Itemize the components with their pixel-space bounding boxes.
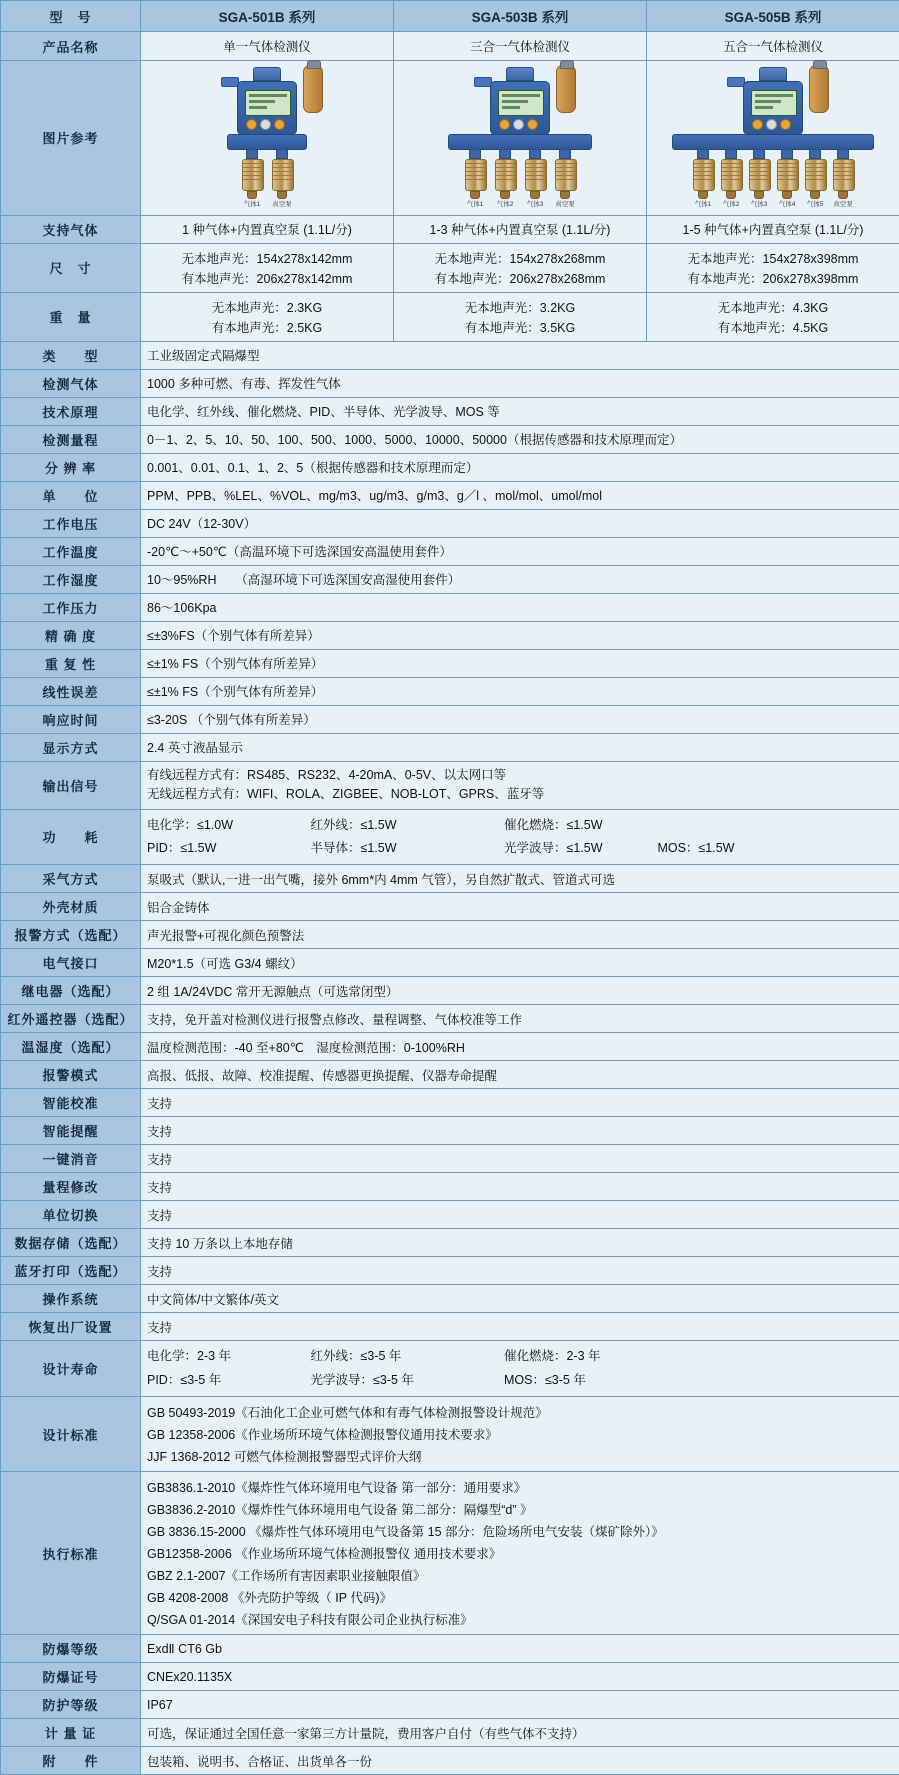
row-value-one-key-mute: 支持: [141, 1145, 899, 1173]
power-mos: MOS：≤1.5W: [657, 841, 734, 855]
knob-icon: [527, 119, 538, 130]
pump-unit: [465, 149, 485, 199]
size-3: [647, 243, 899, 292]
pump-unit: [693, 149, 713, 199]
table-row-resolution: [1, 453, 899, 481]
size-no-alarm: 无本地声光：154x278x398mm: [653, 248, 893, 268]
standard-item: GB 12358-2006《作业场所环境气体检测报警仪通用技术要求》: [147, 1423, 893, 1445]
pump-label: 气体2: [495, 201, 515, 209]
row-value-unit: PPM、PPB、%LEL、%VOL、mg/m3、ug/m3、g/m3、g／l 、mol/mol、umol/mol: [141, 481, 899, 509]
table-row-range: [1, 425, 899, 453]
weight-with-alarm: 有本地声光：4.5KG: [653, 317, 893, 337]
table-row-housing: [1, 893, 899, 921]
row-label-housing: 外壳材质: [1, 893, 141, 921]
pump-unit: [749, 149, 769, 199]
power-catalytic: 催化燃烧：≤1.5W: [504, 818, 603, 832]
row-label-bluetooth-print: 蓝牙打印（选配）: [1, 1257, 141, 1285]
table-row-size: [1, 243, 899, 292]
table-row-work-temp: [1, 537, 899, 565]
device-drawing-2: [396, 67, 644, 209]
table-row-data-storage: [1, 1229, 899, 1257]
manifold: [227, 134, 307, 150]
row-value-design-standard: [141, 1397, 899, 1472]
row-value-relay: 2 组 1A/24VDC 常开无源触点（可选常闭型）: [141, 977, 899, 1005]
row-label-output-signal: 输出信号: [1, 761, 141, 809]
table-row-bluetooth-print: [1, 1257, 899, 1285]
row-value-unit-switch: 支持: [141, 1201, 899, 1229]
row-value-work-temp: -20℃～+50℃（高温环境下可选深国安高温使用套件）: [141, 537, 899, 565]
size-2: [394, 243, 647, 292]
power-line-1: [147, 814, 893, 837]
pump-label: 气体1: [693, 201, 713, 209]
table-row-os: [1, 1285, 899, 1313]
weight-no-alarm: 无本地声光：3.2KG: [400, 297, 640, 317]
table-row-ex-rating: [1, 1635, 899, 1663]
table-row-smart-reminder: [1, 1117, 899, 1145]
row-label-design-life: 设计寿命: [1, 1341, 141, 1397]
row-label-display: 显示方式: [1, 733, 141, 761]
table-row-type: [1, 341, 899, 369]
table-row-design-standard: [1, 1397, 899, 1472]
product-name-2: 三合一气体检测仪: [394, 32, 647, 61]
row-label-resolution: 分 辨 率: [1, 453, 141, 481]
table-row-support-gas: [1, 215, 899, 243]
pump-label: 真空泵: [555, 201, 575, 209]
table-row-work-humidity: [1, 565, 899, 593]
row-label-accessories: 附 件: [1, 1747, 141, 1775]
device-drawing-1: [143, 67, 391, 209]
pump-unit: [721, 149, 741, 199]
knob-icon: [513, 119, 524, 130]
device-image-2: [394, 61, 647, 216]
weight-3: [647, 292, 899, 341]
row-value-smart-reminder: 支持: [141, 1117, 899, 1145]
pump-label: 气体1: [465, 201, 485, 209]
table-row-smart-calibration: [1, 1089, 899, 1117]
row-label-power: 功 耗: [1, 809, 141, 865]
weight-with-alarm: 有本地声光：3.5KG: [400, 317, 640, 337]
table-row-sampling: [1, 865, 899, 893]
table-row-one-key-mute: [1, 1145, 899, 1173]
support-gas-2: 1-3 种气体+内置真空泵 (1.1L/分): [394, 215, 647, 243]
table-row-exec-standard: [1, 1472, 899, 1635]
row-label-work-humidity: 工作湿度: [1, 565, 141, 593]
table-row-image: [1, 61, 899, 216]
row-label-one-key-mute: 一键消音: [1, 1145, 141, 1173]
row-value-detect-gas: 1000 多种可燃、有毒、挥发性气体: [141, 369, 899, 397]
size-with-alarm: 有本地声光：206x278x398mm: [653, 268, 893, 288]
row-value-temp-humidity: 温度检测范围：-40 至+80℃ 湿度检测范围：0-100%RH: [141, 1033, 899, 1061]
product-name-1: 单一气体检测仪: [141, 32, 394, 61]
pump-label: 真空泵: [833, 201, 853, 209]
row-value-accessories: 包装箱、说明书、合格证、出货单各一份: [141, 1747, 899, 1775]
row-value-os: 中文简体/中文繁体/英文: [141, 1285, 899, 1313]
row-label-voltage: 工作电压: [1, 509, 141, 537]
power-electrochem: 电化学：≤1.0W: [147, 816, 307, 835]
row-value-metering-cert: 可选，保证通过全国任意一家第三方计量院，费用客户自付（有些气体不支持）: [141, 1719, 899, 1747]
pump-unit: [272, 149, 292, 199]
row-label-repeatability: 重 复 性: [1, 649, 141, 677]
table-row-tech-principle: [1, 397, 899, 425]
table-row-voltage: [1, 509, 899, 537]
sensor-pod-icon: [303, 65, 323, 113]
table-row-output-signal: [1, 761, 899, 809]
pump-unit: [805, 149, 825, 199]
power-optical: 光学波导：≤1.5W: [504, 839, 654, 858]
row-label-os: 操作系统: [1, 1285, 141, 1313]
support-gas-1: 1 种气体+内置真空泵 (1.1L/分): [141, 215, 394, 243]
size-1: [141, 243, 394, 292]
row-value-ex-cert-no: CNEx20.1135X: [141, 1663, 899, 1691]
row-label-smart-reminder: 智能提醒: [1, 1117, 141, 1145]
row-value-accuracy: ≤±3%FS（个别气体有所差异）: [141, 621, 899, 649]
row-label-factory-reset: 恢复出厂设置: [1, 1313, 141, 1341]
device-cap: [506, 67, 534, 81]
row-value-response-time: ≤3-20S （个别气体有所差异）: [141, 705, 899, 733]
row-value-data-storage: 支持 10 万条以上本地存储: [141, 1229, 899, 1257]
row-label-data-storage: 数据存储（选配）: [1, 1229, 141, 1257]
table-row-alarm-mode: [1, 1061, 899, 1089]
table-row-factory-reset: [1, 1313, 899, 1341]
pump-group: [465, 149, 575, 199]
row-label-accuracy: 精 确 度: [1, 621, 141, 649]
device-image-3: [647, 61, 899, 216]
row-label-support-gas: 支持气体: [1, 215, 141, 243]
row-value-tech-principle: 电化学、红外线、催化燃烧、PID、半导体、光学波导、MOS 等: [141, 397, 899, 425]
row-value-repeatability: ≤±1% FS（个别气体有所差异）: [141, 649, 899, 677]
knob-icon: [246, 119, 257, 130]
row-value-exec-standard: [141, 1472, 899, 1635]
row-label-response-time: 响应时间: [1, 705, 141, 733]
device-screen: [245, 90, 291, 116]
row-value-electrical-interface: M20*1.5（可选 G3/4 螺纹）: [141, 949, 899, 977]
row-value-ir-remote: 支持，免开盖对检测仪进行报警点修改、量程调整、气体校准等工作: [141, 1005, 899, 1033]
device-cap: [759, 67, 787, 81]
row-value-work-humidity: 10～95%RH （高湿环境下可选深国安高湿使用套件）: [141, 565, 899, 593]
row-value-housing: 铝合金铸体: [141, 893, 899, 921]
device-image-1: [141, 61, 394, 216]
power-infrared: 红外线：≤1.5W: [310, 816, 500, 835]
row-value-type: 工业级固定式隔爆型: [141, 341, 899, 369]
table-row-display: [1, 733, 899, 761]
pump-unit: [777, 149, 797, 199]
model-header-1: SGA-501B 系列: [141, 1, 394, 32]
row-label-metering-cert: 计 量 证: [1, 1719, 141, 1747]
row-label-alarm-mode: 报警模式: [1, 1061, 141, 1089]
device-cap: [253, 67, 281, 81]
weight-1: [141, 292, 394, 341]
table-row-alarm-type: [1, 921, 899, 949]
row-label-unit-switch: 单位切换: [1, 1201, 141, 1229]
table-row-ex-cert-no: [1, 1663, 899, 1691]
row-label-exec-standard: 执行标准: [1, 1472, 141, 1635]
row-label-product-name: 产品名称: [1, 32, 141, 61]
row-label-temp-humidity: 温湿度（选配）: [1, 1033, 141, 1061]
row-value-ip-rating: IP67: [141, 1691, 899, 1719]
device-body: [490, 81, 550, 135]
model-header-3: SGA-505B 系列: [647, 1, 899, 32]
knob-icon: [274, 119, 285, 130]
row-value-display: 2.4 英寸液晶显示: [141, 733, 899, 761]
pump-label: 真空泵: [272, 201, 292, 209]
row-value-alarm-type: 声光报警+可视化颜色预警法: [141, 921, 899, 949]
row-label-size: 尺 寸: [1, 243, 141, 292]
weight-no-alarm: 无本地声光：2.3KG: [147, 297, 387, 317]
table-row-ir-remote: [1, 1005, 899, 1033]
size-no-alarm: 无本地声光：154x278x142mm: [147, 248, 387, 268]
table-row-range-modify: [1, 1173, 899, 1201]
row-label-tech-principle: 技术原理: [1, 397, 141, 425]
power-semiconductor: 半导体：≤1.5W: [310, 839, 500, 858]
pump-group: [693, 149, 853, 199]
pump-label: 气体3: [525, 201, 545, 209]
table-row-response-time: [1, 705, 899, 733]
row-label-design-standard: 设计标准: [1, 1397, 141, 1472]
row-value-design-life: [141, 1341, 899, 1397]
device-body: [743, 81, 803, 135]
pump-label: 气体1: [242, 201, 262, 209]
table-row-product-name: [1, 32, 899, 61]
row-label-work-pressure: 工作压力: [1, 593, 141, 621]
table-row-repeatability: [1, 649, 899, 677]
pump-unit: [495, 149, 515, 199]
row-value-voltage: DC 24V（12-30V）: [141, 509, 899, 537]
life-mos: MOS：≤3-5 年: [504, 1373, 586, 1387]
row-label-ir-remote: 红外遥控器（选配）: [1, 1005, 141, 1033]
row-value-smart-calibration: 支持: [141, 1089, 899, 1117]
standard-item: GB 50493-2019《石油化工企业可燃气体和有毒气体检测报警设计规范》: [147, 1401, 893, 1423]
row-value-range-modify: 支持: [141, 1173, 899, 1201]
sensor-pod-icon: [556, 65, 576, 113]
power-pid: PID：≤1.5W: [147, 839, 307, 858]
table-row-model-header: [1, 1, 899, 32]
table-row-design-life: [1, 1341, 899, 1397]
standard-item: GB3836.2-2010《爆炸性气体环境用电气设备 第二部分：隔爆型“d” 》: [147, 1498, 893, 1520]
pump-unit: [555, 149, 575, 199]
standard-item: GBZ 2.1-2007《工作场所有害因素职业接触限值》: [147, 1564, 893, 1586]
life-catalytic: 催化燃烧：2-3 年: [504, 1349, 601, 1363]
row-value-resolution: 0.001、0.01、0.1、1、2、5（根据传感器和技术原理而定）: [141, 453, 899, 481]
table-row-accuracy: [1, 621, 899, 649]
pump-label-group-3: [693, 201, 853, 209]
row-value-linear-error: ≤±1% FS（个别气体有所差异）: [141, 677, 899, 705]
standard-item: GB 3836.15-2000 《爆炸性气体环境用电气设备第 15 部分：危险场所电气安装（煤矿除外）》: [147, 1520, 893, 1542]
device-screen: [498, 90, 544, 116]
size-no-alarm: 无本地声光：154x278x268mm: [400, 248, 640, 268]
table-row-electrical-interface: [1, 949, 899, 977]
weight-no-alarm: 无本地声光：4.3KG: [653, 297, 893, 317]
row-label-unit: 单 位: [1, 481, 141, 509]
pump-group: [242, 149, 292, 199]
row-value-ex-rating: ExdⅡ CT6 Gb: [141, 1635, 899, 1663]
table-row-work-pressure: [1, 593, 899, 621]
life-infrared: 红外线：≤3-5 年: [310, 1347, 500, 1366]
standard-item: GB12358-2006 《作业场所环境气体检测报警仪 通用技术要求》: [147, 1542, 893, 1564]
device-drawing-3: [649, 67, 897, 209]
standard-item: GB3836.1-2010《爆炸性气体环境用电气设备 第一部分：通用要求》: [147, 1476, 893, 1498]
size-with-alarm: 有本地声光：206x278x268mm: [400, 268, 640, 288]
weight-with-alarm: 有本地声光：2.5KG: [147, 317, 387, 337]
table-row-unit-switch: [1, 1201, 899, 1229]
table-row-temp-humidity: [1, 1033, 899, 1061]
table-row-linear-error: [1, 677, 899, 705]
table-row-power: [1, 809, 899, 865]
row-value-work-pressure: 86～106Kpa: [141, 593, 899, 621]
output-wireless: 无线远程方式有：WIFI、ROLA、ZIGBEE、NOB-LOT、GPRS、蓝牙等: [147, 785, 893, 804]
row-value-output-signal: [141, 761, 899, 809]
weight-2: [394, 292, 647, 341]
manifold: [672, 134, 874, 150]
table-row-weight: [1, 292, 899, 341]
pump-unit: [242, 149, 262, 199]
product-name-3: 五合一气体检测仪: [647, 32, 899, 61]
row-label-smart-calibration: 智能校准: [1, 1089, 141, 1117]
device-body: [237, 81, 297, 135]
row-value-bluetooth-print: 支持: [141, 1257, 899, 1285]
power-line-2: [147, 837, 893, 860]
design-life-line-2: [147, 1369, 893, 1392]
row-value-alarm-mode: 高报、低报、故障、校准提醒、传感器更换提醒、仪器寿命提醒: [141, 1061, 899, 1089]
standard-item: JJF 1368-2012 可燃气体检测报警器型式评价大纲: [147, 1445, 893, 1467]
table-row-relay: [1, 977, 899, 1005]
pump-label-group-1: [242, 201, 292, 209]
size-with-alarm: 有本地声光：206x278x142mm: [147, 268, 387, 288]
row-label-weight: 重 量: [1, 292, 141, 341]
table-row-detect-gas: [1, 369, 899, 397]
sensor-pod-icon: [809, 65, 829, 113]
knob-icon: [780, 119, 791, 130]
design-life-line-1: [147, 1345, 893, 1368]
row-label-ip-rating: 防护等级: [1, 1691, 141, 1719]
standard-item: Q/SGA 01-2014《深国安电子科技有限公司企业执行标准》: [147, 1608, 893, 1630]
table-row-unit: [1, 481, 899, 509]
row-label-detect-gas: 检测气体: [1, 369, 141, 397]
output-wired: 有线远程方式有：RS485、RS232、4-20mA、0-5V、以太网口等: [147, 766, 893, 785]
model-header-2: SGA-503B 系列: [394, 1, 647, 32]
row-label-image: 图片参考: [1, 61, 141, 216]
pump-unit: [525, 149, 545, 199]
device-screen: [751, 90, 797, 116]
row-label-electrical-interface: 电气接口: [1, 949, 141, 977]
row-label-alarm-type: 报警方式（选配）: [1, 921, 141, 949]
knob-icon: [752, 119, 763, 130]
table-row-metering-cert: [1, 1719, 899, 1747]
row-value-sampling: 泵吸式（默认,一进一出气嘴，接外 6mm*内 4mm 气管），另自然扩散式、管道式可选: [141, 865, 899, 893]
row-label-linear-error: 线性误差: [1, 677, 141, 705]
knob-icon: [260, 119, 271, 130]
table-row-accessories: [1, 1747, 899, 1775]
row-value-range: 0－1、2、5、10、50、100、500、1000、5000、10000、50000（根据传感器和技术原理而定）: [141, 425, 899, 453]
row-label-type: 类 型: [1, 341, 141, 369]
support-gas-3: 1-5 种气体+内置真空泵 (1.1L/分): [647, 215, 899, 243]
row-label-ex-rating: 防爆等级: [1, 1635, 141, 1663]
standard-item: GB 4208-2008 《外壳防护等级（ IP 代码)》: [147, 1586, 893, 1608]
pump-label: 气体3: [749, 201, 769, 209]
row-label-range-modify: 量程修改: [1, 1173, 141, 1201]
pump-label: 气体4: [777, 201, 797, 209]
row-label-relay: 继电器（选配）: [1, 977, 141, 1005]
pump-label-group-2: [465, 201, 575, 209]
knob-icon: [766, 119, 777, 130]
row-label-sampling: 采气方式: [1, 865, 141, 893]
row-label-ex-cert-no: 防爆证号: [1, 1663, 141, 1691]
row-label-model: 型 号: [1, 1, 141, 32]
pump-unit: [833, 149, 853, 199]
life-pid: PID：≤3-5 年: [147, 1371, 307, 1390]
knob-icon: [499, 119, 510, 130]
table-row-ip-rating: [1, 1691, 899, 1719]
manifold: [448, 134, 592, 150]
pump-label: 气体5: [805, 201, 825, 209]
pump-label: 气体2: [721, 201, 741, 209]
row-label-work-temp: 工作温度: [1, 537, 141, 565]
life-optical: 光学波导：≤3-5 年: [310, 1371, 500, 1390]
row-value-factory-reset: 支持: [141, 1313, 899, 1341]
life-electrochem: 电化学：2-3 年: [147, 1347, 307, 1366]
row-value-power: [141, 809, 899, 865]
row-label-range: 检测量程: [1, 425, 141, 453]
